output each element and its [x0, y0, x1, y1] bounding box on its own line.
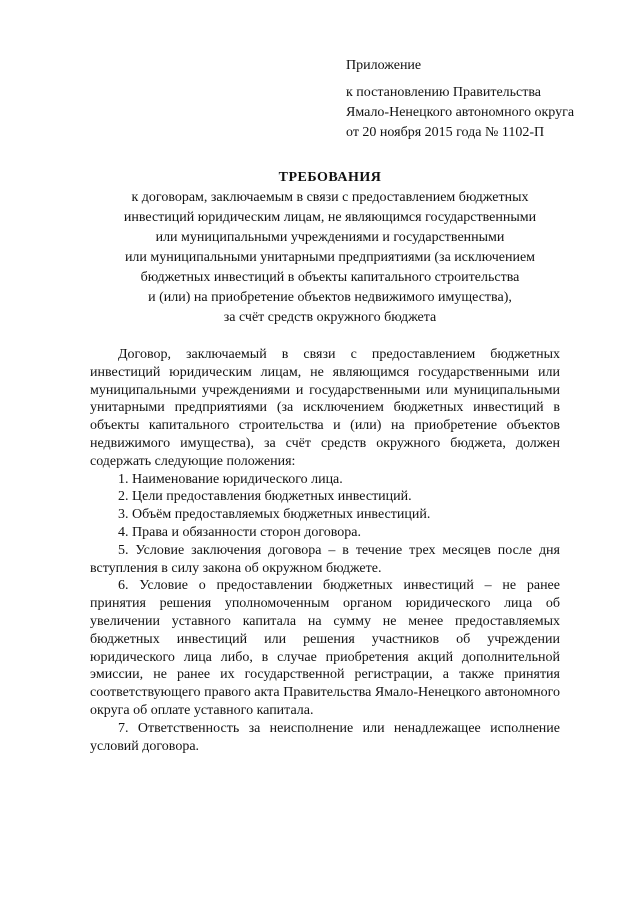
subtitle-line: к договорам, заключаемым в связи с предоставлением бюджетных	[131, 190, 529, 205]
document-title: ТРЕБОВАНИЯ	[278, 170, 382, 185]
document-title-block	[70, 168, 590, 328]
requirement-item: 4. Права и обязанности сторон договора.	[118, 524, 361, 540]
requirement-item: 5. Условие заключения договора – в течение трех месяцев после дня вступления в силу закона об окружном бюджете.	[90, 542, 560, 576]
subtitle-line: и (или) на приобретение объектов недвижимого имущества),	[148, 290, 512, 305]
appendix-block	[346, 56, 574, 143]
requirement-item: 7. Ответственность за неисполнение или ненадлежащее исполнение условий договора.	[90, 720, 560, 754]
requirement-item: 2. Цели предоставления бюджетных инвестиций.	[118, 489, 412, 505]
subtitle-line: или муниципальными учреждениями и государственными	[155, 230, 505, 245]
subtitle-line: инвестиций юридическим лицам, не являющимся государственными	[123, 210, 537, 225]
appendix-line: к постановлению Правительства	[346, 85, 542, 100]
document-body	[90, 346, 560, 755]
requirement-item: 1. Наименование юридического лица.	[118, 471, 343, 487]
requirement-item: 3. Объём предоставляемых бюджетных инвестиций.	[118, 507, 431, 523]
appendix-line: Ямало-Ненецкого автономного округа	[346, 105, 575, 120]
subtitle-line: или муниципальными унитарными предприятиями (за исключением	[124, 250, 536, 265]
appendix-heading: Приложение	[346, 58, 422, 73]
subtitle-line: бюджетных инвестиций в объекты капитального строительства	[140, 270, 520, 285]
subtitle-line: за счёт средств окружного бюджета	[223, 310, 437, 325]
appendix-line: от 20 ноября 2015 года № 1102-П	[346, 125, 545, 140]
intro-paragraph: Договор, заключаемый в связи с предоставлением бюджетных инвестиций юридическим лицам, не являющимся государственными или муниципальными учреждениями и государственными или муниципальными унитарными предприятиями (за исключением бюджетных инвестиций в объекты капитального строительства и (или) на приобретение объектов недвижимого имущества), за счёт средств окружного бюджета, должен содержать следующие положения:	[90, 347, 560, 469]
requirement-item: 6. Условие о предоставлении бюджетных инвестиций – не ранее принятия решения уполномоченным органом юридического лица об увеличении уставного капитала на сумму не менее предоставляемых бюджетных инвестиций или решения участников об учреждении юридического лица либо, в случае приобретения акций дополнительной эмиссии, не ранее их государственной регистрации, а также принятия соответствующего правого акта Правительства Ямало-Ненецкого автономного округа об оплате уставного капитала.	[90, 578, 560, 718]
